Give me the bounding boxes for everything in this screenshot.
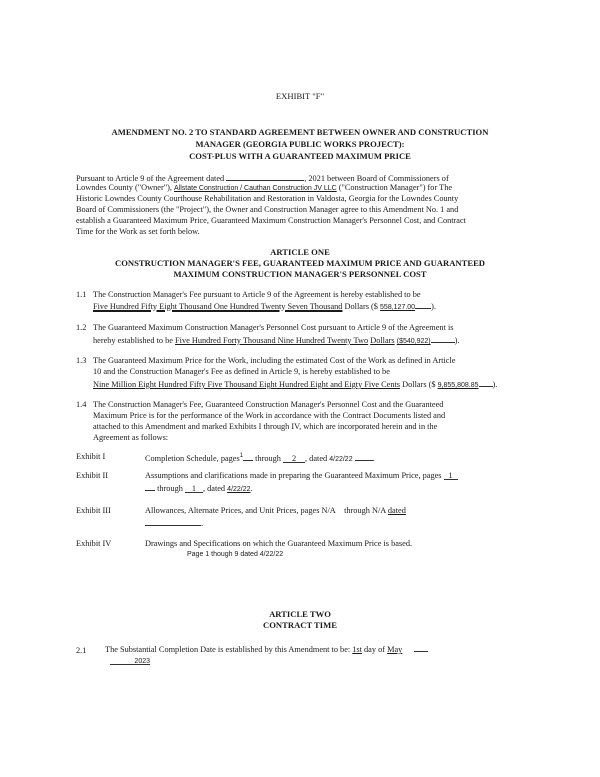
exhibit-1-text: Completion Schedule, pages$^1$ through 2 , dated 4/22/22 . <box>145 451 375 465</box>
exhibit-1-date: 4/22/22 <box>329 456 353 463</box>
intro-line-5: establish a Guaranteed Maximum Price, Guaranteed Maximum Construction Manager's Personnel Cost, and Contract <box>76 216 466 225</box>
section-1-3-line-2: 10 and the Construction Manager's Fee as defined in Article 9, is hereby established to be <box>93 367 390 376</box>
section-1-4-line-4: Agreement as follows: <box>93 433 169 442</box>
intro-line-3: Historic Lowndes County Courthouse Rehabilitation and Restoration in Valdosta, Georgia for the Lowndes County <box>76 194 459 203</box>
section-2-1-line-2 <box>110 655 150 666</box>
gmp-words: Nine Million Eight Hundred Fifty Five Thousand Eight Hundred Eight and Eigty Five Cents <box>93 380 401 389</box>
exhibit-3-label: Exhibit III <box>76 506 111 515</box>
section-1-4-number: 1.4 <box>76 400 87 409</box>
title-line-3: COST-PLUS WITH A GUARANTEED MAXIMUM PRICE <box>189 151 411 161</box>
title-line-1: AMENDMENT NO. 2 TO STANDARD AGREEMENT BETWEEN OWNER AND CONSTRUCTION <box>111 127 489 137</box>
section-1-2-line-1: The Guaranteed Maximum Construction Manager's Personnel Cost pursuant to Article 9 of the Agreement is <box>93 323 454 332</box>
section-1-2-number: 1.2 <box>76 323 87 332</box>
completion-year: 2023 <box>134 658 150 665</box>
exhibit-2-date: 4/22/22 <box>227 486 251 493</box>
completion-month: May <box>387 645 403 654</box>
intro-line-2: Lowndes County ("Owner"), Allstate Construction / Cauthan Construction JV LLC ("Construction Manager") for The <box>76 183 453 192</box>
section-1-1-line-1: The Construction Manager's Fee pursuant to Article 9 of the Agreement is hereby established to be <box>93 290 421 299</box>
personnel-cost-words: Five Hundred Forty Thousand Nine Hundred Twenty Two <box>175 336 369 345</box>
exhibit-4-label: Exhibit IV <box>76 539 112 548</box>
exhibit-2-line-2: through 1 , dated 4/22/22. <box>145 481 253 495</box>
section-1-1-line-2: Five Hundred Fifty Eight Thousand One Hundred Twenty Seven Thousand Dollars ($ 558,127.00 ). <box>93 299 436 313</box>
completion-day: 1st <box>352 645 362 654</box>
section-1-3-line-1: The Guaranteed Maximum Price for the Work, including the estimated Cost of the Work as defined in Article <box>93 356 456 365</box>
exhibit-label: EXHIBIT "F" <box>275 91 325 101</box>
article-two-sub: CONTRACT TIME <box>263 620 337 630</box>
exhibit-3-line-2: . <box>145 516 203 529</box>
cm-fee-words: Five Hundred Fifty Eight Thousand One Hundred Twenty Seven Thousand <box>93 302 343 311</box>
article-two-heading: ARTICLE TWO <box>269 609 331 619</box>
article-one-sub-1: CONSTRUCTION MANAGER'S FEE, GUARANTEED MAXIMUM PRICE AND GUARANTEED <box>114 258 486 268</box>
exhibit-2-label: Exhibit II <box>76 471 109 480</box>
exhibit-1-label: Exhibit I <box>76 452 106 461</box>
section-1-2-line-2: hereby established to be Five Hundred Forty Thousand Nine Hundred Twenty Two Dollars ($540,922) ). <box>93 333 459 347</box>
exhibit-4-text: Drawings and Specifications on which the Guaranteed Maximum Price is based. <box>145 539 413 548</box>
exhibit-3-line-1: Allowances, Alternate Prices, and Unit Prices, pages N/A through N/A dated <box>145 506 406 515</box>
intro-line-4: Board of Commissioners (the "Project"), the Owner and Construction Manager agree to this Amendment No. 1 and <box>76 205 459 214</box>
gmp-amount: 9,855,808.85 <box>437 382 479 389</box>
exhibit-2-line-1: Assumptions and clarifications made in preparing the Guaranteed Maximum Price, pages 1 <box>145 470 458 481</box>
agreement-date-blank <box>226 171 304 181</box>
section-2-1-line-1: The Substantial Completion Date is established by this Amendment to be: 1st day of May <box>105 642 428 655</box>
section-1-4-line-1: The Construction Manager's Fee, Guaranteed Construction Manager's Personnel Cost and the Guaranteed <box>93 400 444 409</box>
construction-manager-name: Allstate Construction / Cauthan Construction JV LLC <box>174 185 337 192</box>
intro-line-1: Pursuant to Article 9 of the Agreement dated , 2021 between Board of Commissioners of <box>76 171 449 184</box>
section-1-4-line-2: Maximum Price is for the performance of the Work in accordance with the Contract Documents listed and <box>93 411 446 420</box>
personnel-cost-amount: ($540,922) <box>396 338 431 345</box>
article-one-heading: ARTICLE ONE <box>270 247 330 257</box>
title-line-2: MANAGER (GEORGIA PUBLIC WORKS PROJECT): <box>195 139 405 149</box>
exhibit-4-note: Page 1 though 9 dated 4/22/22 <box>187 551 284 558</box>
article-one-sub-2: MAXIMUM CONSTRUCTION MANAGER'S PERSONNEL COST <box>173 269 427 279</box>
section-2-1-number: 2.1 <box>76 646 87 655</box>
section-1-1-number: 1.1 <box>76 290 87 299</box>
section-1-3-number: 1.3 <box>76 356 87 365</box>
intro-line-6: Time for the Work as set forth below. <box>76 227 200 236</box>
cm-fee-amount: 558,127.00 <box>380 304 416 311</box>
section-1-3-line-3: Nine Million Eight Hundred Fifty Five Thousand Eight Hundred Eight and Eigty Five Cents Dollars ($ 9,855,808.85 ). <box>93 377 497 391</box>
section-1-4-line-3: attached to this Amendment and marked Exhibits I through IV, which are incorporated herein and in the <box>93 422 438 431</box>
